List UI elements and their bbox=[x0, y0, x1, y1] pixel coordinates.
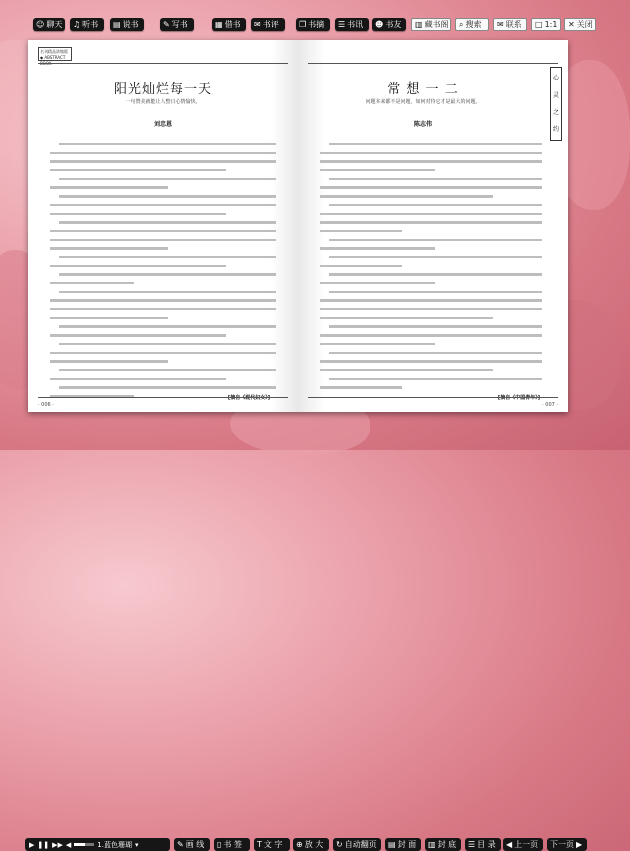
pause-icon[interactable]: ❚❚ bbox=[37, 840, 50, 849]
zoom-icon: □ bbox=[535, 20, 543, 29]
top-toolbar bbox=[0, 0, 600, 34]
section-side-tab bbox=[550, 67, 562, 141]
article-source: [摘自《现代妇女》] bbox=[227, 395, 270, 401]
comment-icon: ✉ bbox=[254, 19, 261, 29]
autoflip-icon: ↻ bbox=[336, 840, 343, 849]
news-button[interactable] bbox=[335, 18, 369, 31]
close-icon: ✕ bbox=[568, 20, 575, 29]
back-cover-icon: ▥ bbox=[428, 840, 436, 849]
track-name: 1.蓝色珊瑚 bbox=[97, 840, 132, 849]
auto-flip-label: 自动翻页 bbox=[344, 840, 377, 849]
bottom-toolbar bbox=[0, 420, 600, 849]
pen-icon: ✎ bbox=[163, 19, 170, 29]
write-button[interactable] bbox=[160, 18, 194, 31]
zoom-ratio-button[interactable] bbox=[531, 18, 561, 31]
library-label: 藏书阁 bbox=[424, 20, 449, 29]
library-icon: ▥ bbox=[415, 20, 423, 29]
text-button[interactable] bbox=[254, 838, 290, 851]
tell-label: 说书 bbox=[122, 20, 139, 29]
text-label: 文 字 bbox=[263, 840, 283, 849]
close-label: 关闭 bbox=[576, 20, 593, 29]
prev-page-label: 上一页 bbox=[514, 840, 539, 849]
prev-page-button[interactable] bbox=[503, 838, 543, 851]
track-dropdown-icon[interactable]: ▾ bbox=[134, 840, 139, 849]
play-icon[interactable]: ▶ bbox=[29, 840, 35, 849]
prev-page-icon: ◀ bbox=[506, 840, 513, 849]
next-track-icon[interactable]: ▶▶ bbox=[52, 840, 63, 849]
review-label: 书评 bbox=[262, 20, 279, 29]
text-icon: T bbox=[257, 840, 262, 849]
news-label: 书讯 bbox=[347, 20, 364, 29]
auto-flip-button[interactable] bbox=[333, 838, 381, 851]
library-button[interactable] bbox=[411, 18, 451, 31]
article-body-text bbox=[50, 140, 276, 401]
side-tab-char: 之 bbox=[552, 109, 559, 116]
next-page-icon: ▶ bbox=[576, 840, 583, 849]
chat-button[interactable] bbox=[33, 18, 65, 31]
contact-icon: ✉ bbox=[497, 20, 504, 29]
chat-label: 聊天 bbox=[46, 20, 63, 29]
friends-label: 书友 bbox=[385, 20, 402, 29]
next-page-button[interactable] bbox=[547, 838, 587, 851]
side-tab-char: 心 bbox=[552, 75, 559, 82]
borrow-label: 借书 bbox=[224, 20, 241, 29]
headphones-icon: ♫ bbox=[73, 19, 81, 29]
listen-label: 听书 bbox=[82, 20, 99, 29]
book-stack-icon: ▦ bbox=[215, 19, 223, 29]
header-rule bbox=[308, 63, 558, 64]
article-author: 刘忠恩 bbox=[153, 121, 172, 128]
chat-icon: ☺ bbox=[36, 19, 45, 29]
contents-button[interactable] bbox=[465, 838, 501, 851]
contact-button[interactable] bbox=[493, 18, 527, 31]
contact-label: 联系 bbox=[505, 20, 522, 29]
search-button[interactable] bbox=[455, 18, 489, 31]
tell-button[interactable] bbox=[110, 18, 144, 31]
article-source: [摘自《中国青年》] bbox=[497, 395, 540, 401]
bookmark-icon: ▯ bbox=[217, 840, 222, 849]
zoom-in-label: 放 大 bbox=[304, 840, 324, 849]
front-cover-button[interactable] bbox=[385, 838, 421, 851]
volume-fill bbox=[74, 843, 85, 846]
write-label: 写书 bbox=[171, 20, 188, 29]
article-title: 阳光灿烂每一天 bbox=[113, 82, 212, 97]
right-page[interactable] bbox=[298, 40, 568, 412]
side-tab-char: 约 bbox=[552, 126, 559, 133]
article-subtitle: 一句赞美就能让人整日心情愉快。 bbox=[125, 99, 201, 105]
back-cover-button[interactable] bbox=[425, 838, 461, 851]
excerpt-button[interactable] bbox=[296, 18, 330, 31]
back-cover-label: 封 底 bbox=[437, 840, 457, 849]
footer-rule bbox=[308, 397, 558, 398]
borrow-button[interactable] bbox=[212, 18, 246, 31]
side-tab-char: 灵 bbox=[552, 92, 559, 99]
draw-line-label: 画 线 bbox=[185, 840, 205, 849]
left-page[interactable] bbox=[28, 40, 299, 412]
friends-button[interactable] bbox=[372, 18, 406, 31]
listen-button[interactable] bbox=[70, 18, 104, 31]
contents-icon: ☰ bbox=[468, 840, 476, 849]
footer-rule bbox=[38, 397, 288, 398]
book-icon: ▤ bbox=[113, 19, 121, 29]
open-book bbox=[28, 40, 568, 412]
review-button[interactable] bbox=[251, 18, 285, 31]
search-icon: ⌕ bbox=[459, 19, 464, 29]
music-player bbox=[25, 838, 170, 851]
page-number: · 006 · bbox=[38, 402, 54, 408]
page-number: · 007 · bbox=[542, 402, 558, 408]
volume-slider[interactable] bbox=[74, 843, 94, 846]
search-label: 搜索 bbox=[465, 20, 482, 29]
magazine-header-box: 名刊精品浓缩版 ◆ ABSTRACT BOOK bbox=[38, 47, 72, 61]
header-rule bbox=[38, 63, 288, 64]
article-title: 常 想 一 二 bbox=[387, 82, 459, 97]
news-icon: ☰ bbox=[338, 19, 346, 29]
friends-icon: ☻ bbox=[375, 19, 384, 29]
bookmark-button[interactable] bbox=[214, 838, 250, 851]
next-page-label: 下一页 bbox=[550, 840, 574, 849]
article-body-text bbox=[320, 140, 542, 392]
zoom-in-icon: ⊕ bbox=[296, 840, 303, 849]
front-cover-label: 封 面 bbox=[397, 840, 417, 849]
zoom-in-button[interactable] bbox=[293, 838, 329, 851]
article-author: 陈志伟 bbox=[413, 121, 432, 128]
article-subtitle: 问题本来都不是问题，如何对待它才是最大的问题。 bbox=[365, 99, 481, 105]
excerpt-label: 书摘 bbox=[308, 20, 325, 29]
bookmark-label: 书 签 bbox=[223, 840, 242, 849]
pencil-icon: ✎ bbox=[177, 840, 184, 849]
draw-line-button[interactable] bbox=[174, 838, 210, 851]
speaker-icon[interactable]: ◀ bbox=[65, 840, 72, 849]
cover-icon: ▤ bbox=[388, 840, 396, 849]
bookmark-icon: ❐ bbox=[299, 19, 307, 29]
zoom-label: 1:1 bbox=[544, 20, 558, 29]
close-button[interactable] bbox=[564, 18, 596, 31]
contents-label: 目 录 bbox=[477, 840, 496, 849]
